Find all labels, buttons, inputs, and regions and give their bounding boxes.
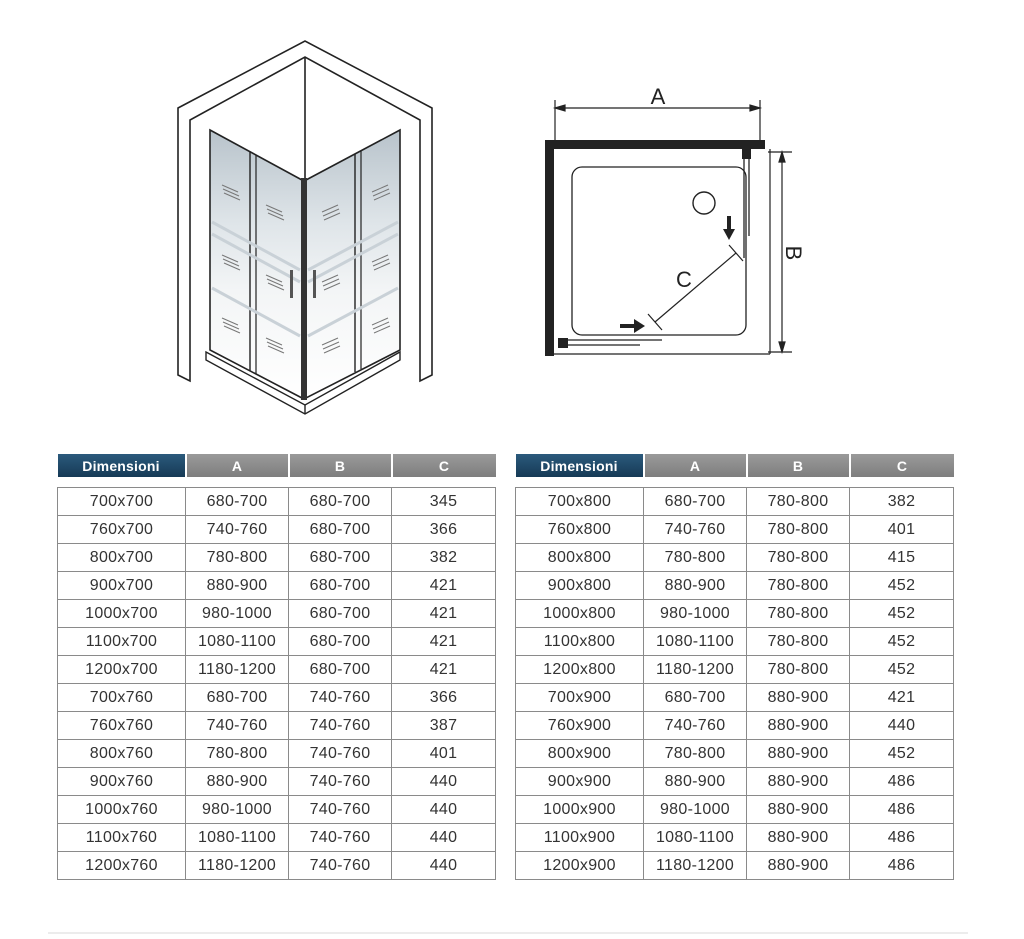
b-cell: 780-800: [747, 488, 850, 516]
b-cell: 680-700: [289, 656, 392, 684]
a-cell: 880-900: [644, 768, 747, 796]
dimension-cell: 700x700: [58, 488, 186, 516]
table-row: [516, 740, 954, 768]
a-cell: 780-800: [644, 740, 747, 768]
header-b: B: [289, 454, 392, 477]
c-cell: 452: [850, 628, 954, 656]
a-cell: 980-1000: [644, 600, 747, 628]
b-cell: 880-900: [747, 684, 850, 712]
table-row: [58, 572, 496, 600]
table-row: [516, 796, 954, 824]
dimension-cell: 1000x700: [58, 600, 186, 628]
dimension-cell: 1000x760: [58, 796, 186, 824]
header-b: B: [747, 454, 850, 477]
b-cell: 780-800: [747, 516, 850, 544]
c-cell: 440: [392, 852, 496, 880]
table-row: [58, 516, 496, 544]
c-cell: 421: [392, 656, 496, 684]
table-row: [58, 656, 496, 684]
side-wall: [545, 140, 554, 356]
b-cell: 780-800: [747, 600, 850, 628]
c-cell: 421: [392, 600, 496, 628]
table-row: [58, 600, 496, 628]
dimension-cell: 700x800: [516, 488, 644, 516]
b-cell: 680-700: [289, 516, 392, 544]
b-cell: 880-900: [747, 796, 850, 824]
left-glass-panels: [210, 130, 302, 398]
header-c: C: [850, 454, 954, 477]
b-cell: 740-760: [289, 796, 392, 824]
b-cell: 780-800: [747, 572, 850, 600]
a-cell: 1080-1100: [186, 824, 289, 852]
a-cell: 880-900: [186, 572, 289, 600]
dimension-label-b: B: [781, 245, 806, 261]
c-cell: 387: [392, 712, 496, 740]
dimension-cell: 760x800: [516, 516, 644, 544]
a-cell: 740-760: [186, 712, 289, 740]
table-row: [516, 488, 954, 516]
corner-post: [301, 178, 307, 400]
dimension-cell: 760x900: [516, 712, 644, 740]
door-arrow-right: [620, 319, 645, 333]
b-cell: 880-900: [747, 740, 850, 768]
c-cell: 366: [392, 684, 496, 712]
a-cell: 980-1000: [186, 600, 289, 628]
table-row: [516, 852, 954, 880]
dimension-cell: 800x700: [58, 544, 186, 572]
a-cell: 680-700: [644, 488, 747, 516]
dimension-cell: 800x760: [58, 740, 186, 768]
dimension-label-a: A: [650, 84, 666, 109]
dimension-cell: 1100x800: [516, 628, 644, 656]
dimension-cell: 760x760: [58, 712, 186, 740]
b-cell: 780-800: [747, 628, 850, 656]
table-row: [58, 684, 496, 712]
dimension-label-c: C: [676, 267, 692, 292]
a-cell: 740-760: [186, 516, 289, 544]
c-cell: 421: [392, 628, 496, 656]
c-cell: 382: [392, 544, 496, 572]
c-cell: 401: [850, 516, 954, 544]
right-glass-panels: [306, 130, 400, 398]
dimension-cell: 1200x700: [58, 656, 186, 684]
a-cell: 1180-1200: [186, 656, 289, 684]
b-cell: 880-900: [747, 712, 850, 740]
b-cell: 680-700: [289, 628, 392, 656]
dimension-cell: 1200x800: [516, 656, 644, 684]
b-cell: 740-760: [289, 768, 392, 796]
table-row: [58, 740, 496, 768]
c-cell: 415: [850, 544, 954, 572]
table-row: [516, 712, 954, 740]
dimension-cell: 900x760: [58, 768, 186, 796]
table-row: [516, 656, 954, 684]
b-cell: 740-760: [289, 852, 392, 880]
a-cell: 880-900: [644, 572, 747, 600]
c-cell: 440: [392, 796, 496, 824]
header-a: A: [186, 454, 289, 477]
dimension-cell: 900x900: [516, 768, 644, 796]
dimension-cell: 700x900: [516, 684, 644, 712]
b-cell: 780-800: [747, 656, 850, 684]
c-cell: 440: [850, 712, 954, 740]
c-cell: 440: [392, 768, 496, 796]
table-row: [516, 684, 954, 712]
b-cell: 880-900: [747, 824, 850, 852]
b-cell: 740-760: [289, 712, 392, 740]
table-row: [516, 824, 954, 852]
c-cell: 452: [850, 656, 954, 684]
c-cell: 486: [850, 796, 954, 824]
a-cell: 1180-1200: [644, 852, 747, 880]
c-cell: 421: [850, 684, 954, 712]
c-cell: 452: [850, 740, 954, 768]
table-row: [58, 852, 496, 880]
a-cell: 740-760: [644, 516, 747, 544]
b-cell: 680-700: [289, 572, 392, 600]
table-row: [516, 516, 954, 544]
c-cell: 345: [392, 488, 496, 516]
c-cell: 486: [850, 824, 954, 852]
table-row: [516, 572, 954, 600]
a-cell: 980-1000: [644, 796, 747, 824]
header-dimensioni: Dimensioni: [516, 454, 644, 477]
header-c: C: [392, 454, 496, 477]
b-cell: 680-700: [289, 544, 392, 572]
table-row: [58, 824, 496, 852]
dimension-cell: 1000x900: [516, 796, 644, 824]
b-cell: 740-760: [289, 684, 392, 712]
dimension-cell: 1100x700: [58, 628, 186, 656]
dimensions-table-left: [57, 454, 496, 880]
table-body: [516, 488, 954, 880]
a-cell: 740-760: [644, 712, 747, 740]
table-row: [58, 796, 496, 824]
dimension-cell: 800x900: [516, 740, 644, 768]
a-cell: 1080-1100: [186, 628, 289, 656]
tray-outline: [572, 167, 746, 335]
c-cell: 382: [850, 488, 954, 516]
table-row: [58, 544, 496, 572]
table-row: [516, 768, 954, 796]
a-cell: 880-900: [186, 768, 289, 796]
back-wall: [545, 140, 765, 149]
c-cell: 366: [392, 516, 496, 544]
b-cell: 680-700: [289, 600, 392, 628]
b-cell: 880-900: [747, 768, 850, 796]
header-a: A: [644, 454, 747, 477]
c-cell: 452: [850, 572, 954, 600]
a-cell: 680-700: [186, 684, 289, 712]
b-cell: 680-700: [289, 488, 392, 516]
a-cell: 1080-1100: [644, 628, 747, 656]
dimension-cell: 1200x900: [516, 852, 644, 880]
b-cell: 740-760: [289, 740, 392, 768]
header-dimensioni: Dimensioni: [58, 454, 186, 477]
table-row: [58, 488, 496, 516]
table-row: [516, 600, 954, 628]
a-cell: 1180-1200: [186, 852, 289, 880]
bottom-divider: [48, 932, 968, 934]
dimension-cell: 700x760: [58, 684, 186, 712]
a-cell: 680-700: [644, 684, 747, 712]
dimension-cell: 1200x760: [58, 852, 186, 880]
c-cell: 452: [850, 600, 954, 628]
table-row: [58, 628, 496, 656]
a-cell: 1180-1200: [644, 656, 747, 684]
table-row: [58, 712, 496, 740]
b-cell: 780-800: [747, 544, 850, 572]
a-cell: 680-700: [186, 488, 289, 516]
c-cell: 401: [392, 740, 496, 768]
b-cell: 740-760: [289, 824, 392, 852]
table-row: [516, 628, 954, 656]
dimension-cell: 1100x900: [516, 824, 644, 852]
drain-icon: [693, 192, 715, 214]
c-cell: 421: [392, 572, 496, 600]
c-cell: 486: [850, 852, 954, 880]
dimension-cell: 900x800: [516, 572, 644, 600]
table-body: [58, 488, 496, 880]
a-cell: 980-1000: [186, 796, 289, 824]
c-cell: 486: [850, 768, 954, 796]
table-row: [58, 768, 496, 796]
dimensions-table-right: [515, 454, 954, 880]
b-cell: 880-900: [747, 852, 850, 880]
dimension-cell: 900x700: [58, 572, 186, 600]
shower-enclosure-illustration: [170, 35, 440, 425]
a-cell: 780-800: [186, 544, 289, 572]
c-cell: 440: [392, 824, 496, 852]
table-row: [516, 544, 954, 572]
a-cell: 1080-1100: [644, 824, 747, 852]
dimension-cell: 1100x760: [58, 824, 186, 852]
dimension-cell: 1000x800: [516, 600, 644, 628]
a-cell: 780-800: [186, 740, 289, 768]
dimension-cell: 760x700: [58, 516, 186, 544]
door-arrow-down: [723, 216, 735, 240]
plan-view-diagram: [530, 80, 820, 370]
a-cell: 780-800: [644, 544, 747, 572]
dimension-cell: 800x800: [516, 544, 644, 572]
